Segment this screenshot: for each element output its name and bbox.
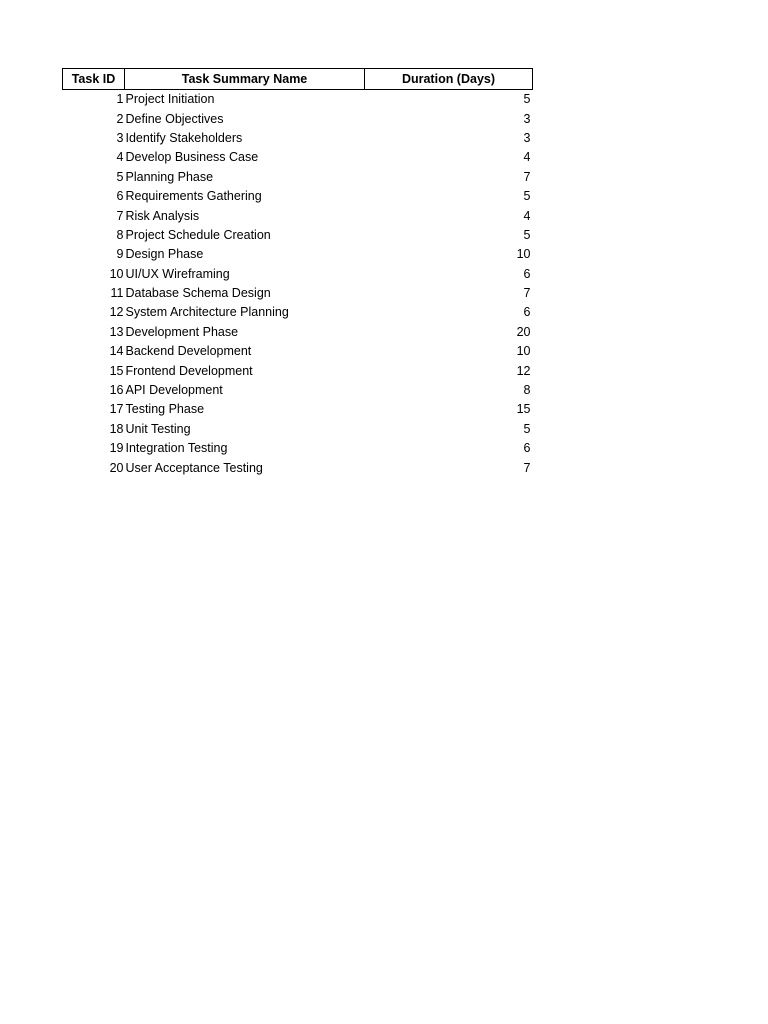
- header-task-name: Task Summary Name: [125, 69, 365, 90]
- task-name-cell: Project Initiation: [125, 92, 215, 107]
- table-row: [63, 245, 533, 264]
- task-id-cell: 12: [109, 305, 124, 320]
- task-id-cell: 18: [109, 421, 124, 436]
- table-row: [63, 168, 533, 187]
- duration-cell: 5: [523, 227, 531, 242]
- header-row: [63, 69, 533, 90]
- task-name-cell: Risk Analysis: [125, 208, 200, 223]
- table-row: [63, 265, 533, 284]
- header-duration: Duration (Days): [365, 69, 533, 90]
- table-body: [63, 90, 533, 478]
- task-id-cell: 16: [109, 383, 124, 398]
- task-name-cell: Backend Development: [125, 344, 252, 359]
- task-id-cell: 9: [116, 247, 124, 262]
- task-name-cell: System Architecture Planning: [125, 305, 289, 320]
- duration-cell: 12: [516, 363, 531, 378]
- duration-cell: 3: [523, 111, 531, 126]
- duration-cell: 15: [516, 402, 531, 417]
- duration-cell: 10: [516, 344, 531, 359]
- task-name-cell: Development Phase: [125, 324, 239, 339]
- task-name-cell: Unit Testing: [125, 421, 191, 436]
- table-header: [63, 69, 533, 90]
- duration-cell: 6: [523, 305, 531, 320]
- duration-cell: 20: [516, 324, 531, 339]
- table-row: [63, 323, 533, 342]
- task-name-cell: Project Schedule Creation: [125, 227, 271, 242]
- table-row: [63, 420, 533, 439]
- table-row: [63, 381, 533, 400]
- table-row: [63, 342, 533, 361]
- task-id-cell: 7: [116, 208, 124, 223]
- task-name-cell: Database Schema Design: [125, 286, 271, 301]
- header-task-id: Task ID: [63, 69, 125, 90]
- duration-cell: 7: [523, 460, 531, 475]
- task-name-cell: Develop Business Case: [125, 150, 259, 165]
- task-id-cell: 5: [116, 169, 124, 184]
- task-id-cell: 10: [109, 266, 124, 281]
- task-id-cell: 2: [116, 111, 124, 126]
- task-id-cell: 17: [109, 402, 124, 417]
- task-table-sheet: [62, 68, 532, 478]
- duration-cell: 6: [523, 266, 531, 281]
- task-name-cell: Define Objectives: [125, 111, 224, 126]
- task-id-cell: 15: [109, 363, 124, 378]
- task-name-cell: UI/UX Wireframing: [125, 266, 230, 281]
- duration-cell: 4: [523, 150, 531, 165]
- table-row: [63, 361, 533, 380]
- task-table: [62, 68, 533, 478]
- duration-cell: 10: [516, 247, 531, 262]
- task-id-cell: 3: [116, 130, 124, 145]
- duration-cell: 5: [523, 189, 531, 204]
- task-id-cell: 6: [116, 189, 124, 204]
- table-row: [63, 303, 533, 322]
- task-name-cell: Integration Testing: [125, 441, 228, 456]
- task-id-cell: 11: [110, 286, 124, 301]
- duration-cell: 5: [523, 421, 531, 436]
- task-id-cell: 1: [116, 92, 124, 107]
- duration-cell: 6: [523, 441, 531, 456]
- table-row: [63, 458, 533, 477]
- table-row: [63, 206, 533, 225]
- task-name-cell: Requirements Gathering: [125, 189, 262, 204]
- task-name-cell: Design Phase: [125, 247, 204, 262]
- table-row: [63, 90, 533, 110]
- table-row: [63, 284, 533, 303]
- table-row: [63, 109, 533, 128]
- task-name-cell: API Development: [125, 383, 223, 398]
- duration-cell: 4: [523, 208, 531, 223]
- table-row: [63, 400, 533, 419]
- task-name-cell: Frontend Development: [125, 363, 253, 378]
- task-name-cell: User Acceptance Testing: [125, 460, 263, 475]
- task-id-cell: 4: [116, 150, 124, 165]
- table-row: [63, 187, 533, 206]
- table-row: [63, 226, 533, 245]
- duration-cell: 7: [523, 169, 531, 184]
- duration-cell: 7: [523, 286, 531, 301]
- task-id-cell: 19: [109, 441, 124, 456]
- table-row: [63, 148, 533, 167]
- table-row: [63, 129, 533, 148]
- task-id-cell: 20: [109, 460, 124, 475]
- duration-cell: 3: [523, 130, 531, 145]
- task-name-cell: Identify Stakeholders: [125, 130, 243, 145]
- task-name-cell: Planning Phase: [125, 169, 214, 184]
- task-name-cell: Testing Phase: [125, 402, 205, 417]
- task-id-cell: 8: [116, 227, 124, 242]
- table-row: [63, 439, 533, 458]
- duration-cell: 5: [523, 92, 531, 107]
- task-id-cell: 14: [109, 344, 124, 359]
- duration-cell: 8: [523, 383, 531, 398]
- task-id-cell: 13: [109, 324, 124, 339]
